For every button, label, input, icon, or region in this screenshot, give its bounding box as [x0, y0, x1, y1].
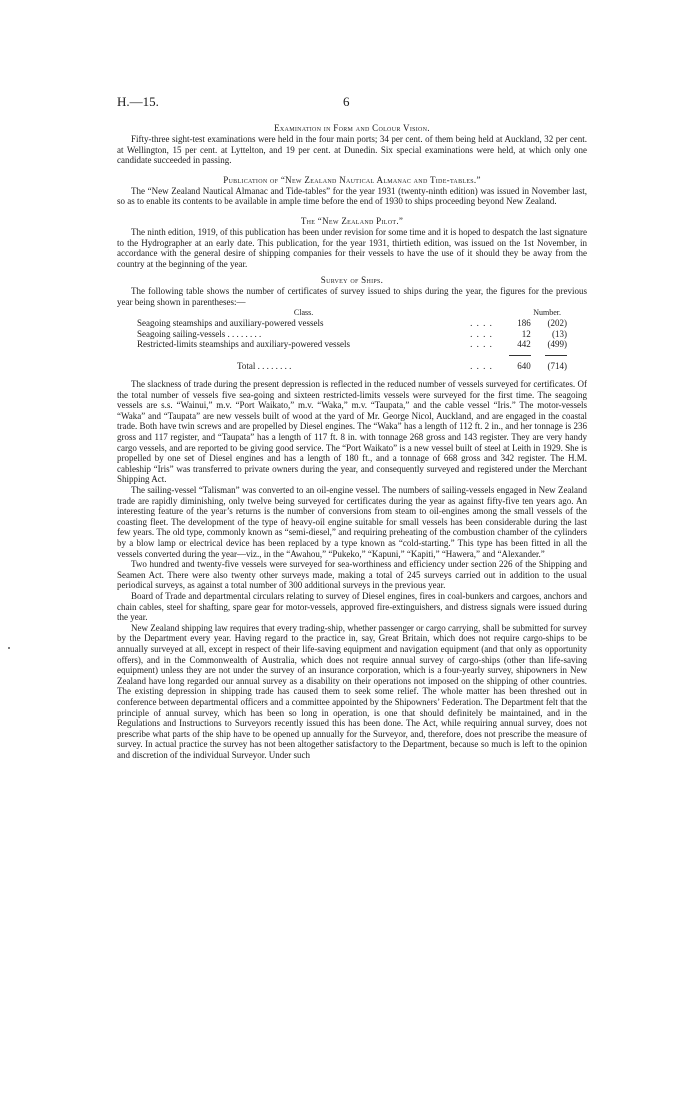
row-number: 12: [521, 328, 531, 339]
total-rule: [545, 355, 567, 356]
total-label: Total . . . . . . . .: [237, 360, 292, 371]
section-survey: [117, 274, 587, 760]
paragraph: Fifty-three sight-test examinations were held in the four main ports; 34 per cent. of them being held at Auckland, 32 per cent. at Wellington, 15 per cent. at Lyttelton, and 19 per cent. at Dunedin. Six special examinations were held, at which only one candidate succeeded in passing.: [117, 134, 587, 166]
survey-table: [137, 308, 567, 372]
section-title: The “New Zealand Pilot.”: [300, 215, 404, 226]
paragraph: The ninth edition, 1919, of this publication has been under revision for some time and it is hoped to despatch the last signature to the Hydrographer at an early date. This publication, for the year 1931, thirtieth edition, was issued on the 1st November, in accordance with the general desire of shipping companies for their vessels to have the use of it should they be away from the country at the beginning of the year.: [117, 226, 587, 269]
total-number: 640: [517, 360, 531, 371]
row-label: Restricted-limits steamships and auxiliary-powered vessels: [137, 339, 350, 350]
row-number: 442: [517, 339, 531, 350]
paragraph: Two hundred and twenty-five vessels were surveyed for sea-worthiness and efficiency under section 226 of the Shipping and Seamen Act. There were also twenty other surveys made, making a total of 245 surveys carried out in addition to the usual periodical surveys, as against a total number of 300 additional surveys in the previous year.: [117, 559, 587, 591]
paragraph: The sailing-vessel “Talisman” was converted to an oil-engine vessel. The numbers of sailing-vessels engaged in New Zealand trade are rapidly diminishing, only twelve being surveyed for certificates during the year as against fifty-five ten years ago. An interesting feature of the year’s returns is the number of conversions from steam to oil-engines among the small vessels of the coasting fleet. The development of the type of heavy-oil engine suitable for small vessels has been considerable during the last few years. The old type, commonly known as “semi-diesel,” and requiring preheating of the combustion chamber of the cylinders by a blow lamp or electrical device has been replaced by a type known as “cold-starting.” This type has been fitted in all the vessels converted during the year—viz., in the “Awahou,” “Pukeko,” “Kapuni,” “Kapiti,” “Hawera,” and “Alexander.”: [117, 485, 587, 559]
paragraph: New Zealand shipping law requires that every trading-ship, whether passenger or cargo carrying, shall be submitted for survey by the Department every year. Having regard to the practice in, say, Great Britain, which does not require cargo-ships to be annually surveyed at all, except in respect of their life-saving equipment and navigation equipment (and that only as opportunity offers), and in the Commonwealth of Australia, which does not require annual survey of cargo-ships (other than life-saving equipment) unless they are not under the survey of an insurance corporation, which is a four-yearly survey, shipowners in New Zealand have long regarded our annual survey as a disability on their operations not imposed on the shipping of other countries. The existing depression in shipping trade has caused them to seek some relief. The whole matter has been threshed out in conference between departmental officers and a committee appointed by the Shipowners’ Federation. The Department felt that the principle of annual survey, which has been so long in operation, is one that should definitely be maintained, and in the Regulations and Instructions to Surveyors recently issued this has been done. The Act, while requiring annual survey, does not prescribe what parts of the ship have to be opened up annually for the Surveyor, and, therefore, does not prescribe the measure of survey. In actual practice the survey has not been altogether satisfactory to the Department, because so much is left to the opinion and discretion of the individual Surveyor. Under such: [117, 622, 587, 760]
page-header: [117, 94, 587, 114]
table-total-row: [137, 361, 567, 372]
total-previous: (714): [547, 360, 567, 371]
table-row: [137, 339, 567, 350]
row-label: Seagoing steamships and auxiliary-powered vessels: [137, 318, 324, 329]
paragraph: The slackness of trade during the present depression is reflected in the reduced number of vessels surveyed for certificates. Of the total number of vessels five sea-going and sixteen restricted-limits vessels were surveyed for the first time. The seagoing vessels are s.s. “Wainui,” m.v. “Port Waikato,” m.v. “Waka,” m.v. “Taupata,” and the cable vessel “Iris.” The motor-vessels “Waka” and “Taupata” are new vessels built of wood at the yard of Mr. George Nicol, Auckland, and are engaged in the coastal trade. Both have twin screws and are propelled by Diesel engines. The “Waka” has a length of 112 ft. 2 in., and her tonnage is 236 gross and 117 register, and “Taupata” has a length of 117 ft. 8 in. with tonnage 268 gross and 143 register. They are very handy cargo vessels, and are reported to be giving good service. The “Port Waikato” is a new vessel built of steel at Leith in 1929. She is propelled by one set of Diesel engines and has a length of 180 ft., and a tonnage of 668 gross and 342 register. The H.M. cableship “Iris” was transferred to private owners during the year, and consequently surveyed and registered under the Merchant Shipping Act.: [117, 379, 587, 485]
document-page: [117, 94, 587, 760]
leader-dots: . . . .: [470, 360, 493, 371]
leader-dots: . . . .: [470, 339, 493, 350]
section-title: Examination in Form and Colour Vision.: [274, 123, 430, 133]
total-rule: [509, 355, 531, 356]
section-title: Survey of Ships.: [320, 275, 384, 286]
paragraph: The “New Zealand Nautical Almanac and Tide-tables” for the year 1931 (twenty-ninth edition) was issued in November last, so as to enable its contents to be available in ample time before the end of 1930 to ships proceeding beyond New Zealand.: [117, 185, 587, 207]
section-vision: [117, 122, 587, 166]
leader-dots: . . . .: [470, 318, 493, 329]
row-label: Seagoing sailing-vessels . . . . . . . .: [137, 328, 262, 339]
table-row: [137, 329, 567, 340]
table-row: [137, 318, 567, 329]
paragraph: Board of Trade and departmental circulars relating to survey of Diesel engines, fires in coal-bunkers and cargoes, anchors and chain cables, steel for shafting, spare gear for motor-vessels, approved fire-extinguishers, and distress signals were issued during the year.: [117, 590, 587, 623]
row-previous: (13): [552, 328, 567, 339]
section-title: Publication of “New Zealand Nautical Almanac and Tide-tables.”: [223, 174, 481, 185]
row-number: 186: [517, 318, 531, 329]
table-intro: The following table shows the number of certificates of survey issued to ships during the year, the figures for the previous year being shown in parentheses:—: [117, 286, 587, 307]
table-rule-row: [137, 350, 567, 361]
page-number: 6: [343, 94, 350, 109]
column-header-number: Number.: [533, 307, 561, 317]
margin-mark: [8, 647, 10, 649]
table-header-row: [137, 308, 567, 319]
column-header-class: Class.: [293, 307, 314, 317]
row-previous: (202): [547, 318, 567, 329]
row-previous: (499): [547, 339, 567, 350]
section-almanac: [117, 174, 587, 207]
leader-dots: . . . .: [470, 328, 493, 339]
section-pilot: [117, 215, 587, 269]
document-reference: H.—15.: [117, 94, 159, 109]
